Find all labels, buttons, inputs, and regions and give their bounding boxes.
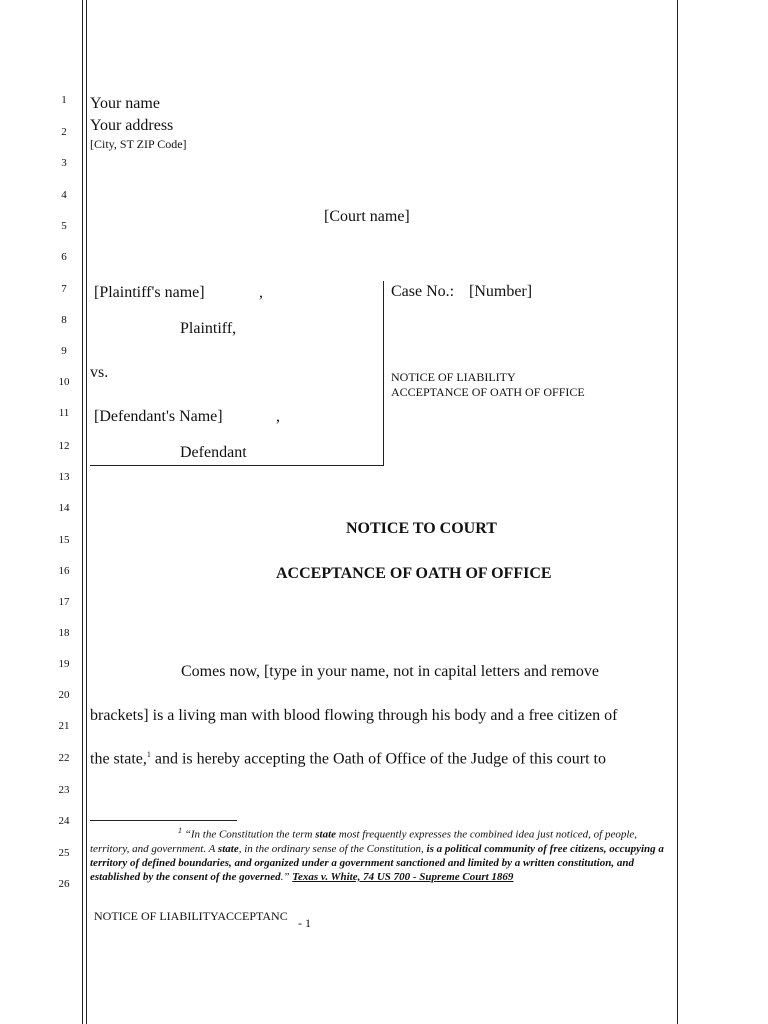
body-line2: brackets] is a living man with blood flowing through his body and a free citizen of [90, 707, 618, 724]
line-number: 14 [58, 502, 70, 514]
line-number: 12 [58, 440, 70, 452]
footnote-citation: Texas v. White, 74 US 700 - Supreme Court 1869 [292, 870, 514, 883]
footer-title: NOTICE OF LIABILITYACCEPTANC [94, 909, 288, 923]
footnote-text: , in the ordinary sense of the Constitution, [238, 842, 427, 855]
title-line2: ACCEPTANCE OF OATH OF OFFICE [276, 565, 552, 582]
filer-city-line: [City, ST ZIP Code] [90, 137, 187, 151]
plaintiff-label: Plaintiff, [180, 320, 237, 337]
footnote-reference: 1 [146, 750, 151, 759]
case-number-label: Case No.: [391, 283, 455, 300]
line-number: 19 [58, 658, 70, 670]
line-number: 11 [58, 407, 70, 419]
footnote-separator [90, 820, 237, 821]
line-number: 1 [61, 94, 67, 106]
line-number: 20 [58, 689, 70, 701]
line-number: 22 [58, 752, 70, 764]
line-number: 8 [61, 314, 67, 326]
footnote-term-state: state [315, 828, 337, 841]
line-number: 17 [58, 596, 70, 608]
page-number: - 1 [298, 916, 311, 930]
court-name: [Court name] [324, 208, 410, 225]
body-line3 [90, 750, 606, 768]
line-number: 26 [58, 878, 70, 890]
plaintiff-comma: , [259, 284, 263, 301]
footnote [90, 824, 678, 884]
line-number: 24 [58, 815, 70, 827]
footnote-text: “In the Constitution the term [182, 828, 316, 841]
line-number: 25 [58, 847, 70, 859]
filer-address: Your address [90, 117, 174, 134]
case-number-value: [Number] [469, 283, 533, 300]
caption-box-right-border [383, 281, 384, 466]
document-title-line2: ACCEPTANCE OF OATH OF OFFICE [391, 385, 585, 399]
left-margin-rule-inner [86, 0, 87, 1024]
line-number: 9 [61, 345, 67, 357]
line-number: 16 [58, 565, 70, 577]
line-number: 10 [58, 376, 70, 388]
footnote-definition: is a political community of free citizens, occupying a territory of defined boundaries, and organized under a government sanctioned and limited by a written constitution, and established by the consent of the governed [90, 842, 664, 883]
left-margin-rule-outer [82, 0, 83, 1024]
title-line1: NOTICE TO COURT [346, 520, 497, 537]
body-line3-end: and is hereby accepting the Oath of Office of the Judge of this court to [150, 750, 606, 768]
body-line1: Comes now, [type in your name, not in capital letters and remove [181, 663, 599, 680]
defendant-name: [Defendant's Name] [94, 408, 223, 425]
line-number: 6 [61, 251, 67, 263]
plaintiff-name: [Plaintiff's name] [94, 284, 205, 301]
footnote-text: .” [280, 870, 293, 883]
line-number: 7 [61, 283, 67, 295]
defendant-comma: , [276, 408, 280, 425]
line-number: 3 [61, 157, 67, 169]
versus-label: vs. [90, 364, 109, 381]
document-title-line1: NOTICE OF LIABILITY [391, 370, 516, 384]
line-number: 5 [61, 220, 67, 232]
caption-box-bottom-border [90, 465, 384, 466]
line-number: 18 [58, 627, 70, 639]
line-number: 15 [58, 534, 70, 546]
defendant-label: Defendant [180, 444, 247, 461]
line-number: 13 [58, 471, 70, 483]
line-number: 4 [61, 189, 67, 201]
line-number: 2 [61, 126, 67, 138]
footnote-text: most frequently expresses the combined idea just noticed, of people, territory, and government. A [90, 828, 638, 855]
line-number: 21 [58, 720, 70, 732]
line-number: 23 [58, 784, 70, 796]
footnote-term-state: state [217, 842, 239, 855]
body-line3-start: the state, [90, 750, 147, 768]
filer-name: Your name [90, 95, 160, 112]
footnote-marker: 1 [178, 826, 182, 835]
